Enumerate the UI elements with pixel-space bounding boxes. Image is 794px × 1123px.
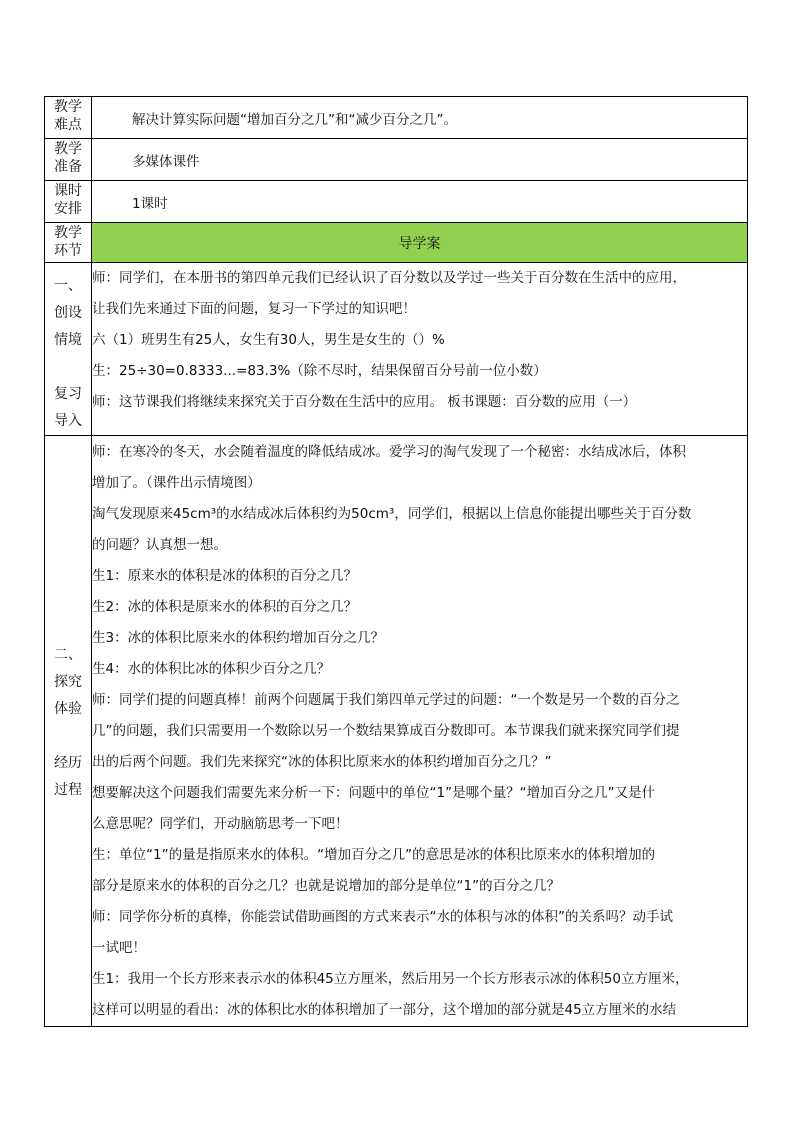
label-line: 环节 — [54, 243, 82, 259]
side-line: 过程 — [54, 782, 82, 798]
guide-header: 导学案 — [92, 223, 748, 263]
side-line: 复习 — [54, 386, 82, 402]
row-label — [45, 181, 92, 223]
row-difficulty — [45, 97, 748, 139]
paragraph-line: 部分是原来水的体积的百分之几？也就是说增加的部分是单位“1”的百分之几？ — [92, 878, 561, 894]
paragraph-line: 淘气发现原来45cm³的水结成冰后体积约为50cm³，同学们，根据以上信息你能提出哪些关于百分数 — [92, 506, 692, 522]
side-line: 导入 — [54, 413, 82, 429]
paragraph-line: 这样可以明显的看出：冰的体积比水的体积增加了一部分，这个增加的部分就是45立方厘米的水结 — [92, 1002, 677, 1018]
side-line: 体验 — [54, 701, 82, 717]
paragraph-line: 师：同学你分析的真棒，你能尝试借助画图的方式来表示“水的体积与冰的体积”的关系吗？动手试 — [92, 909, 673, 925]
row-label — [45, 223, 92, 263]
preparation-text: 多媒体课件 — [92, 139, 748, 181]
paragraph-line: 生2：冰的体积是原来水的体积的百分之几？ — [92, 599, 358, 615]
paragraph-line: 的问题？认真想一想。 — [92, 537, 227, 553]
label-line: 教学 — [54, 225, 82, 241]
section-1-label — [45, 263, 92, 436]
row-label — [45, 97, 92, 139]
label-line: 教学 — [54, 141, 82, 157]
paragraph-line: 一试吧！ — [92, 940, 146, 956]
side-line: 经历 — [54, 755, 82, 771]
row-section-2 — [45, 436, 748, 1027]
section-2-label — [45, 436, 92, 1027]
paragraph-line: 生4：水的体积比冰的体积少百分之几？ — [92, 661, 331, 677]
lesson-plan-table — [44, 96, 748, 1027]
paragraph-line: 生：单位“1”的量是指原来水的体积。“增加百分之几”的意思是冰的体积比原来水的体积增加的 — [92, 847, 656, 863]
section-1-body — [92, 263, 748, 436]
label-line: 教学 — [54, 99, 82, 115]
section-2-body — [92, 436, 748, 1027]
paragraph-line: 让我们先来通过下面的问题，复习一下学过的知识吧！ — [92, 301, 416, 317]
paragraph-line: 师：在寒冷的冬天，水会随着温度的降低结成冰。爱学习的淘气发现了一个秘密：水结成冰后，体积 — [92, 444, 686, 460]
difficulty-text: 解决计算实际问题“增加百分之几”和“减少百分之几”。 — [92, 97, 748, 139]
paragraph-line: 六（1）班男生有25人，女生有30人，男生是女生的（）% — [92, 332, 445, 348]
row-label — [45, 139, 92, 181]
paragraph-line: 师：同学们，在本册书的第四单元我们已经认识了百分数以及学过一些关于百分数在生活中的应用， — [92, 270, 686, 286]
paragraph-line: 师：同学们提的问题真棒！前两个问题属于我们第四单元学过的问题：“一个数是另一个数的百分之 — [92, 692, 680, 708]
paragraph-line: 出的后两个问题。我们先来探究“冰的体积比原来水的体积约增加百分之几？” — [92, 754, 552, 770]
label-line: 安排 — [54, 201, 82, 217]
paragraph-line: 想要解决这个问题我们需要先来分析一下：问题中的单位“1”是哪个量？“增加百分之几”又是什 — [92, 785, 656, 801]
paragraph-line: 生：25÷30=0.8333...=83.3%（除不尽时，结果保留百分号前一位小数） — [92, 363, 547, 379]
side-line: 创设 — [54, 305, 82, 321]
paragraph-line: 增加了。（课件出示情境图） — [92, 475, 261, 491]
label-line: 课时 — [54, 183, 82, 199]
row-section-1 — [45, 263, 748, 436]
schedule-text: 1课时 — [92, 181, 748, 223]
paragraph-line: 师：这节课我们将继续来探究关于百分数在生活中的应用。 板书课题：百分数的应用（一） — [92, 394, 637, 410]
side-line: 二、 — [54, 647, 82, 663]
paragraph-line: 么意思呢？同学们，开动脑筋思考一下吧！ — [92, 816, 349, 832]
row-schedule — [45, 181, 748, 223]
paragraph-line: 几”的问题，我们只需要用一个数除以另一个数结果算成百分数即可。本节课我们就来探究同学们提 — [92, 723, 680, 739]
label-line: 准备 — [54, 159, 82, 175]
side-line: 情境 — [54, 332, 82, 348]
paragraph-line: 生1：我用一个长方形来表示水的体积45立方厘米，然后用另一个长方形表示冰的体积50立方厘米， — [92, 971, 689, 987]
label-line: 难点 — [54, 117, 82, 133]
row-preparation — [45, 139, 748, 181]
side-line: 一、 — [54, 278, 82, 294]
row-section-header — [45, 223, 748, 263]
paragraph-line: 生3：冰的体积比原来水的体积约增加百分之几？ — [92, 630, 385, 646]
paragraph-line: 生1：原来水的体积是冰的体积的百分之几？ — [92, 568, 358, 584]
side-line: 探究 — [54, 674, 82, 690]
